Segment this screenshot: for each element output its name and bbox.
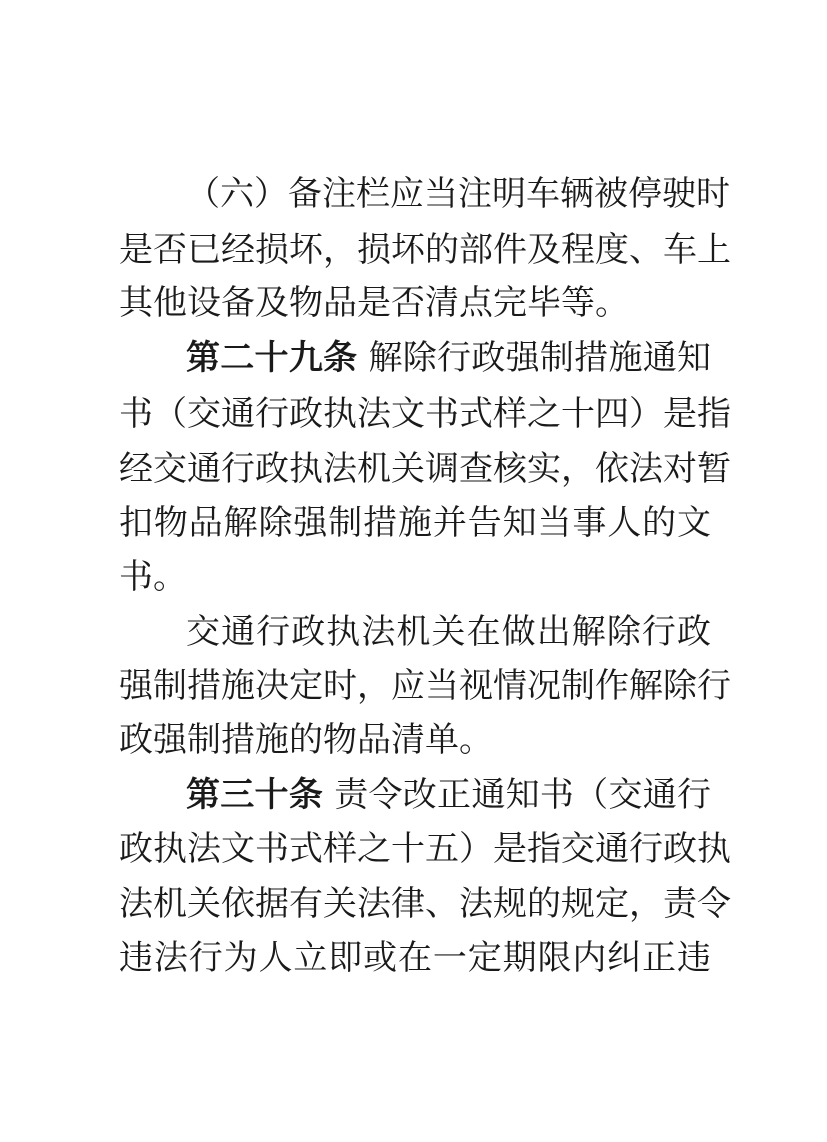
article-29-text: 解除行政强制措施通知	[368, 338, 712, 378]
paragraph-line: 交通行政执法机关在做出解除行政	[186, 612, 711, 652]
paragraph-line: 政强制措施的物品清单。	[119, 720, 493, 760]
article-30-heading: 第三十条	[186, 775, 324, 815]
paragraph-line: 书。	[119, 557, 187, 597]
article-29-heading: 第二十九条	[186, 338, 358, 378]
paragraph-line: 政执法文书式样之十五）是指交通行政执	[119, 829, 731, 869]
paragraph-line: 法机关依据有关法律、法规的规定，责令	[119, 884, 731, 924]
paragraph-line: 强制措施决定时，应当视情况制作解除行	[119, 666, 731, 706]
article-29-first-line	[186, 330, 711, 386]
paragraph-line: 经交通行政执法机关调查核实，依法对暂	[119, 449, 731, 489]
paragraph-line: 是否已经损坏，损坏的部件及程度、车上	[119, 230, 731, 270]
article-30-first-line	[186, 767, 711, 823]
paragraph-line: （六）备注栏应当注明车辆被停驶时	[186, 174, 730, 214]
article-29-heading-gap	[357, 338, 368, 378]
paragraph-line: 违法行为人立即或在一定期限内纠正违	[119, 938, 711, 978]
paragraph-line: 其他设备及物品是否清点完毕等。	[119, 283, 629, 323]
paragraph-line: 书（交通行政执法文书式样之十四）是指	[119, 394, 731, 434]
article-30-heading-gap	[323, 775, 334, 815]
paragraph-line: 扣物品解除强制措施并告知当事人的文	[119, 503, 711, 543]
article-30-text: 责令改正通知书（交通行	[334, 775, 712, 815]
